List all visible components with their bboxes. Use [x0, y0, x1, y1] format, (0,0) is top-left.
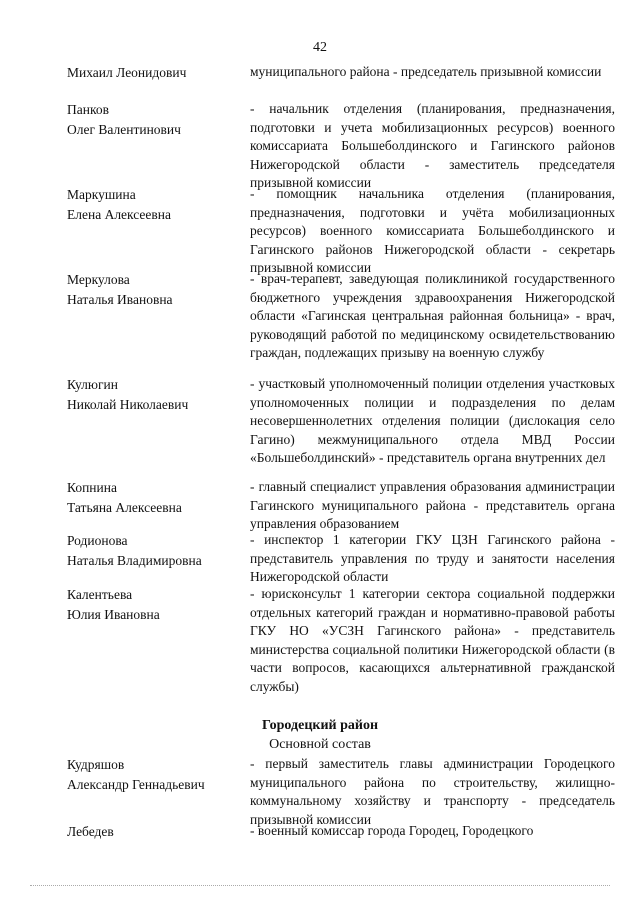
member-name: Панков Олег Валентинович: [67, 102, 181, 137]
member-role: - военный комиссар города Городец, Городецкого: [250, 823, 534, 838]
member-name: Маркушина Елена Алексеевна: [67, 187, 171, 222]
member-name: Меркулова Наталья Ивановна: [67, 272, 173, 307]
member-role: - врач-терапевт, заведующая поликлиникой государственного бюджетного учреждения здравоохранения Нижегородской области «Гагинская центральная районная больница» - врач, руководящий работой по медицинскому освидетельствованию граждан, подлежащих призыву на военную службу: [250, 271, 615, 361]
bottom-divider: [30, 885, 610, 886]
member-role: - юрисконсульт 1 категории сектора социальной поддержки отдельных категорий граждан и нормативно-правовой работы ГКУ НО «УСЗН Гагинского района» - представитель министерства социальной политики Нижегородской области (в части вопросов, касающихся альтернативной гражданской службы): [250, 586, 615, 694]
member-name: Копнина Татьяна Алексеевна: [67, 480, 182, 515]
member-name: Родионова Наталья Владимировна: [67, 533, 202, 568]
page-number: 42: [313, 40, 327, 55]
member-name: Лебедев: [67, 824, 114, 839]
section-subtitle: Основной состав: [269, 737, 371, 752]
member-role: - помощник начальника отделения (планирования, предназначения, подготовки и учёта мобилизационных ресурсов) военного комиссариата Большеболдинского и Гагинского районов Нижегородской области - секретарь призывной комиссии: [250, 186, 615, 276]
member-role: муниципального района - председатель призывной комиссии: [250, 64, 602, 79]
member-name: Михаил Леонидович: [67, 65, 187, 80]
member-role: - начальник отделения (планирования, предназначения, подготовки и учета мобилизационных ресурсов) военного комиссариата Большеболдинского и Гагинского районов Нижегородской области - заместитель председателя призывной комиссии: [250, 101, 615, 191]
member-role: - участковый уполномоченный полиции отделения участковых уполномоченных полиции и подразделения по делам несовершеннолетних отделения полиции (дислокация село Гагино) межмуниципального отдела МВД России «Большеболдинский» - представитель органа внутренних дел: [250, 376, 615, 466]
member-role: - главный специалист управления образования администрации Гагинского муниципального района - представитель органа управления образованием: [250, 479, 615, 532]
member-name: Кудряшов Александр Геннадьевич: [67, 757, 205, 792]
member-role: - инспектор 1 категории ГКУ ЦЗН Гагинского района - представитель управления по труду и занятости населения Нижегородской области: [250, 532, 615, 585]
member-name: Калентьева Юлия Ивановна: [67, 587, 160, 622]
member-role: - первый заместитель главы администрации Городецкого муниципального района по строительству, жилищно-коммунальному хозяйству и транспорту - председатель призывной комиссии: [250, 756, 615, 827]
section-title: Городецкий район: [261, 718, 379, 733]
member-name: Кулюгин Николай Николаевич: [67, 377, 189, 412]
